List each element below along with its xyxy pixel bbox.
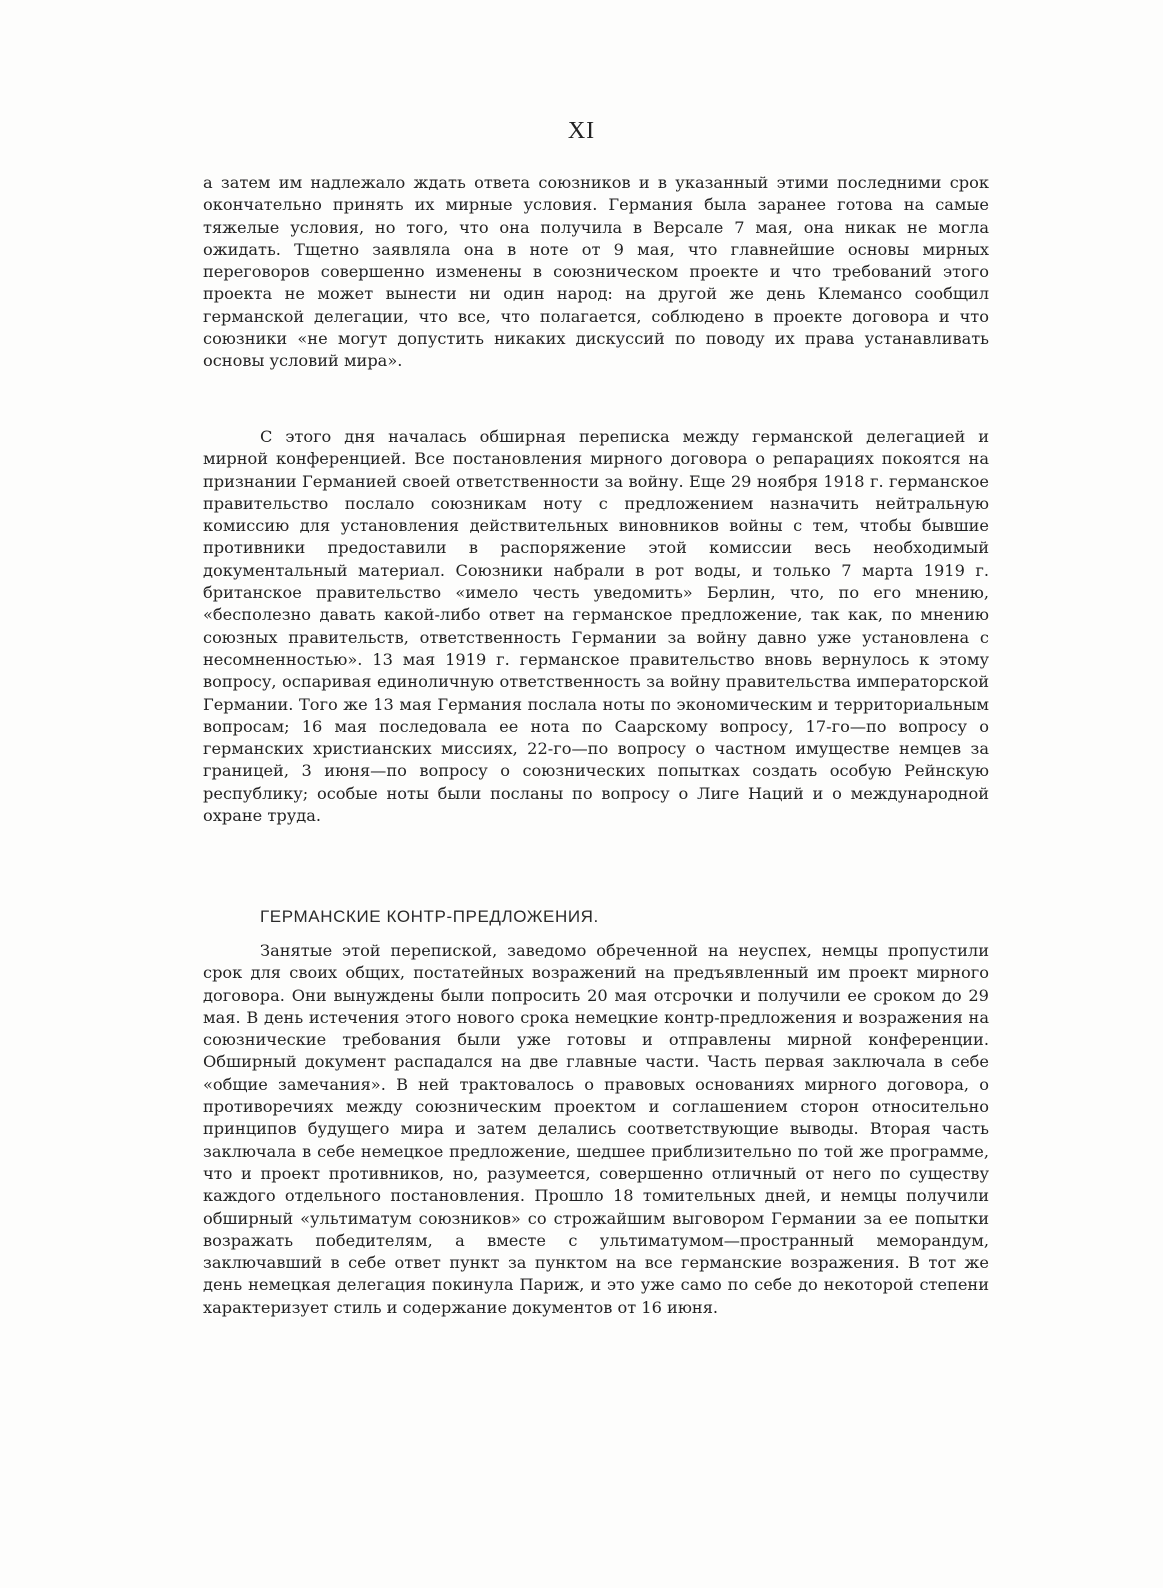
text-block-correspondence [203, 426, 989, 827]
page-number: XI [567, 118, 596, 144]
paragraph-counter-proposals: Занятые этой перепиской, заведомо обреченной на неуспех, немцы пропустили срок для своих общих, постатейных возражений на предъявленный им проект мирного договора. Они вынуждены были попросить 20 мая отсрочки и получили ее сроком до 29 мая. В день истечения этого нового срока немецкие контр-предложения и возражения на союзнические требования были уже готовы и отправлены мирной конференции. Обширный документ распадался на две главные части. Часть первая заключала в себе «общие замечания». В ней трактовалось о правовых основаниях мирного договора, о противоречиях между союзническим проектом и соглашением сторон относительно принципов будущего мира и затем делались соответствующие выводы. Вторая часть заключала в себе немецкое предложение, шедшее приблизительно по той же программе, что и проект противников, но, разумеется, совершенно отличный от него по существу каждого отдельного постановления. Прошло 18 томительных дней, и немцы получили обширный «ультиматум союзников» со строжайшим выговором Германии за ее попытки возражать победителям, а вместе с ультиматумом—пространный меморандум, заключавший в себе ответ пункт за пунктом на все германские возражения. В тот же день немецкая делегация покинула Париж, и это уже само по себе до некоторой степени характеризует стиль и содержание документов от 16 июня. [203, 941, 989, 1317]
paragraph-continuation: а затем им надлежало ждать ответа союзников и в указанный этими последними срок окончательно принять их мирные условия. Германия была заранее готова на самые тяжелые условия, но того, что она получила в Версале 7 мая, она никак не могла ожидать. Тщетно заявляла она в ноте от 9 мая, что главнейшие основы мирных переговоров совершенно изменены в союзническом проекте и что требований этого проекта не может вынести ни один народ: на другой же день Клемансо сообщил германской делегации, что все, что полагается, соблюдено в проекте договора и что союзники «не могут допустить никаких дискуссий по поводу их права устанавливать основы условий мира». [203, 173, 989, 371]
paragraph-correspondence: С этого дня началась обширная переписка между германской делегацией и мирной конференцией. Все постановления мирного договора о репарациях покоятся на признании Германией своей ответственности за войну. Еще 29 ноября 1918 г. германское правительство послало союзникам ноту с предложением назначить нейтральную комиссию для установления действительных виновников войны с тем, чтобы бывшие противники предоставили в распоряжение этой комиссии весь необходимый документальный материал. Союзники набрали в рот воды, и только 7 марта 1919 г. британское правительство «имело честь уведомить» Берлин, что, по его мнению, «бесполезно давать какой-либо ответ на германское предложение, так как, по мнению союзных правительств, ответственность Германии за войну давно уже установлена с несомненностью». 13 мая 1919 г. германское правительство вновь вернулось к этому вопросу, оспаривая единоличную ответственность за войну правительства императорской Германии. Того же 13 мая Германия послала ноты по экономическим и территориальным вопросам; 16 мая последовала ее нота по Саарскому вопросу, 17-го—по вопросу о германских христианских миссиях, 22-го—по вопросу о частном имуществе немцев за границей, 3 июня—по вопросу о союзнических попытках создать особую Рейнскую республику; особые ноты были посланы по вопросу о Лиге Наций и о международной охране труда. [203, 427, 989, 826]
text-block-counter-proposals [203, 940, 989, 1319]
section-heading: ГЕРМАНСКИЕ КОНТР-ПРЕДЛОЖЕНИЯ. [260, 907, 599, 926]
text-block-continuation [203, 172, 989, 373]
